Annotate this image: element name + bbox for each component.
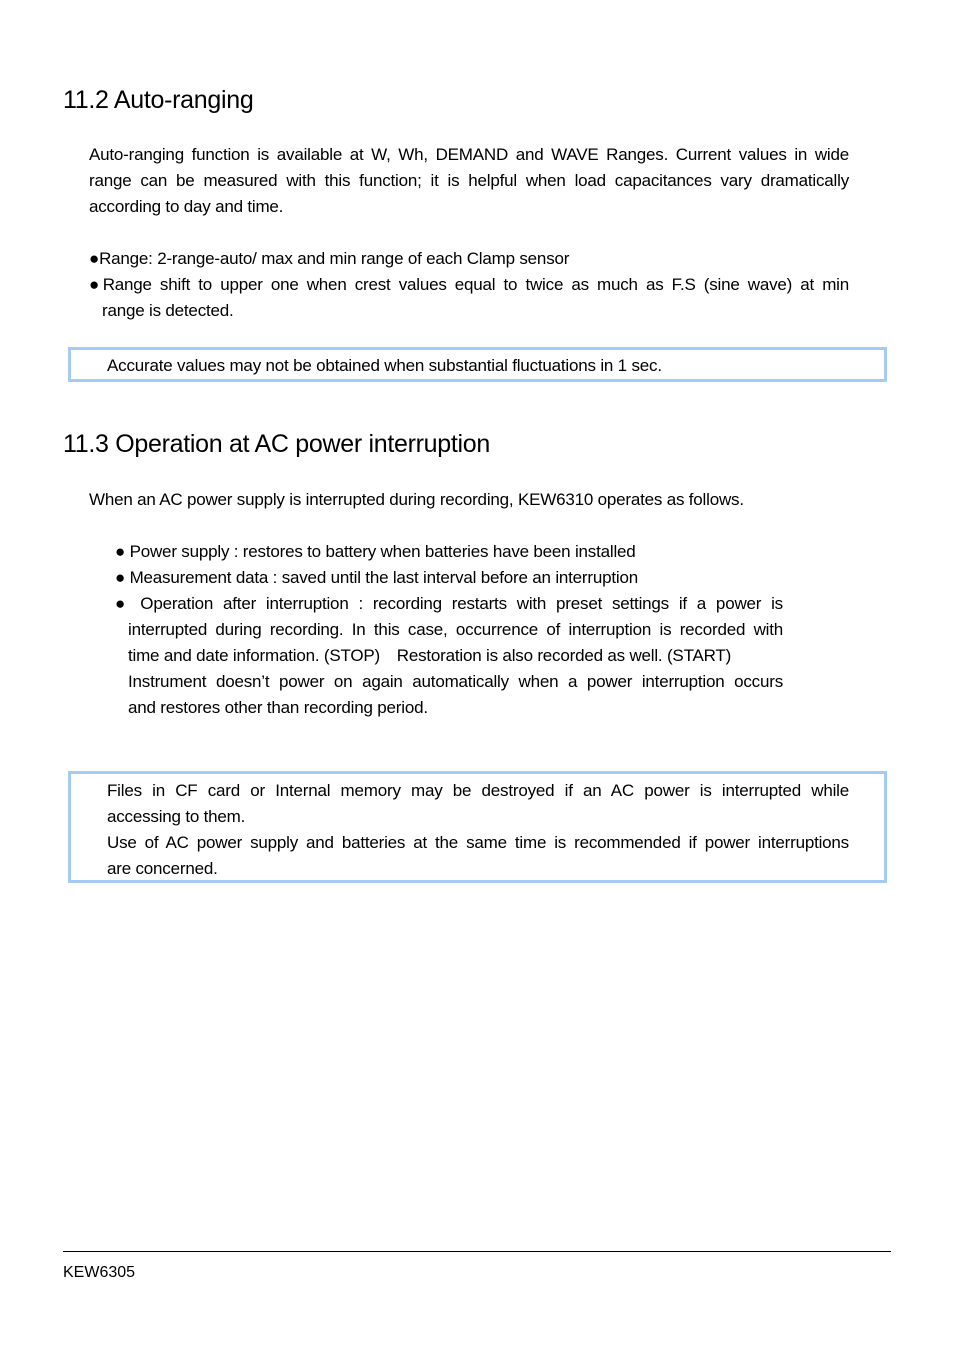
auto-ranging-note-text: Accurate values may not be obtained when substantial fluctuations in 1 sec. — [107, 356, 662, 375]
operation-bullet-line-1: ● Operation after interruption : recording restarts with preset settings if a power is — [115, 594, 783, 613]
range-shift-bullet-line-2: range is detected. — [102, 301, 234, 320]
footer-model: KEW6305 — [63, 1264, 136, 1281]
section-11-3-heading: 11.3 Operation at AC power interruption — [63, 430, 490, 458]
note-line-4: are concerned. — [107, 859, 218, 878]
intro-line-2: range can be measured with this function; it is helpful when load capacitances vary dramatically — [89, 171, 849, 190]
auto-ranging-note-box — [68, 347, 887, 382]
range-shift-bullet-line-1: ●Range shift to upper one when crest values equal to twice as much as F.S (sine wave) at min — [89, 275, 849, 294]
section-11-3-bullets — [115, 539, 783, 721]
power-interruption-note-text — [107, 778, 849, 882]
intro-line-3: according to day and time. — [89, 197, 284, 216]
operation-bullet-line-5: and restores other than recording period. — [128, 698, 428, 717]
section-11-2-intro — [89, 142, 849, 220]
power-supply-bullet: ● Power supply : restores to battery when batteries have been installed — [115, 542, 636, 561]
measurement-data-bullet: ● Measurement data : saved until the last interval before an interruption — [115, 568, 638, 587]
note-line-3: Use of AC power supply and batteries at the same time is recommended if power interruptions — [107, 833, 849, 852]
section-11-2-bullets — [89, 246, 849, 324]
interruption-intro: When an AC power supply is interrupted during recording, KEW6310 operates as follows. — [89, 490, 744, 509]
note-line-2: accessing to them. — [107, 807, 246, 826]
operation-bullet-line-2: interrupted during recording. In this case, occurrence of interruption is recorded with — [128, 620, 783, 639]
section-11-2-heading: 11.2 Auto-ranging — [63, 86, 254, 114]
operation-bullet-line-4: Instrument doesn’t power on again automatically when a power interruption occurs — [128, 672, 783, 691]
intro-line-1: Auto-ranging function is available at W, Wh, DEMAND and WAVE Ranges. Current values in wide — [89, 145, 849, 164]
section-11-3-intro — [89, 487, 849, 513]
range-bullet: ●Range: 2-range-auto/ max and min range of each Clamp sensor — [89, 249, 570, 268]
operation-bullet-line-3: time and date information. (STOP) Restoration is also recorded as well. (START) — [128, 646, 732, 665]
note-line-1: Files in CF card or Internal memory may be destroyed if an AC power is interrupted while — [107, 781, 849, 800]
power-interruption-note-box — [68, 771, 887, 883]
footer-divider — [63, 1251, 891, 1252]
